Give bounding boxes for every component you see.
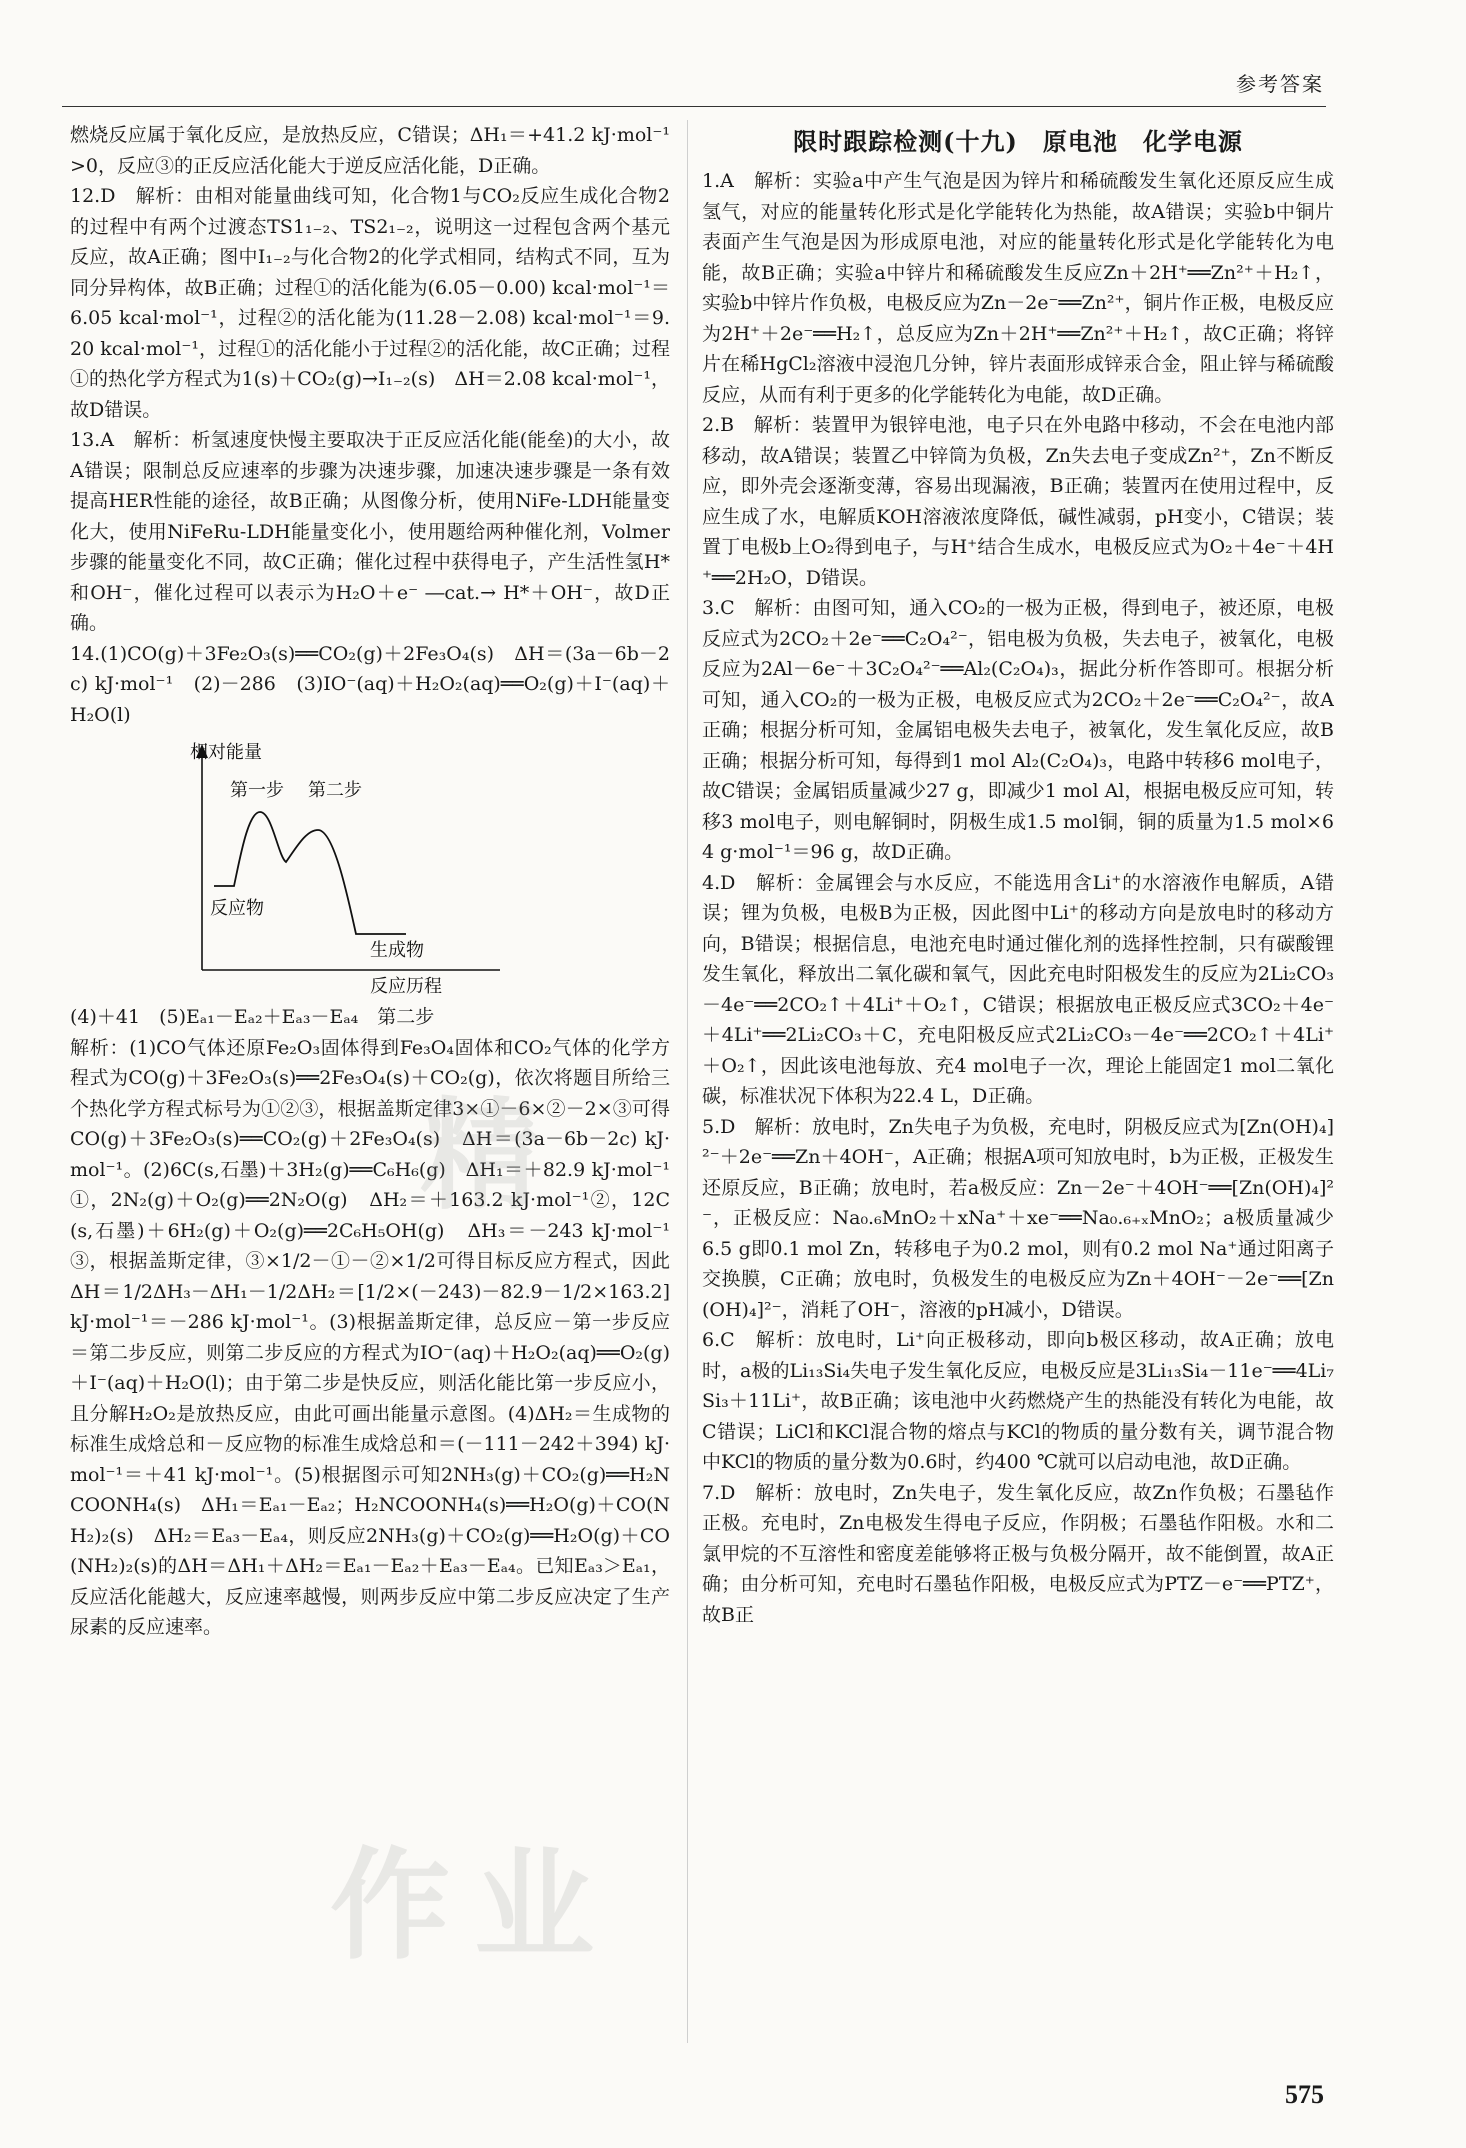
diagram-product-label: 生成物 (370, 940, 424, 961)
diagram-reactant-label: 反应物 (210, 898, 264, 919)
diagram-step1-label: 第一步 (230, 780, 284, 801)
answer-item-4: 4.D 解析：金属锂会与水反应，不能选用含Li⁺的水溶液作电解质，A错误；锂为负极，电极B为正极，因此图中Li⁺的移动方向是放电时的移动方向，B错误；根据信息，电池充电时通过催化剂的选择性控制，只有碳酸锂发生氧化，释放出二氧化碳和氧气，因此充电时阳极发生的反应为2Li₂CO₃－4e⁻══2CO₂↑＋4Li⁺＋O₂↑，C错误；根据放电正极反应式3CO₂＋4e⁻＋4Li⁺══2Li₂CO₃＋C，充电阳极反应式2Li₂CO₃－4e⁻══2CO₂↑＋4Li⁺＋O₂↑，因此该电池每放、充4 mol电子一次，理论上能固定1 mol二氧化碳，标准状况下体积为22.4 L，D正确。 (702, 871, 1334, 1107)
page-number: 575 (1285, 2080, 1324, 2109)
diagram-xlabel: 反应历程 (370, 976, 442, 996)
answer-11-continued: 燃烧反应属于氧化反应，是放热反应，C错误；ΔH₁＝+41.2 kJ·mol⁻¹>0，反应③的正反应活化能大于逆反应活化能，D正确。 (70, 124, 670, 177)
answer-14: 14.(1)CO(g)＋3Fe₂O₃(s)══CO₂(g)＋2Fe₃O₄(s) ΔH＝(3a－6b－2c) kJ·mol⁻¹ (2)－286 (3)IO⁻(aq)＋H₂O₂(aq)══O₂(g)＋I⁻(aq)＋H₂O(l) (70, 642, 670, 726)
watermark-top: 精 (420, 1087, 564, 1226)
diagram-ylabel: 相对能量 (190, 742, 262, 763)
answer-item-1: 1.A 解析：实验a中产生气泡是因为锌片和稀硫酸发生氧化还原反应生成氢气，对应的能量转化形式是化学能转化为热能，故A错误；实验b中铜片表面产生气泡是因为形成原电池，对应的能量转化形式是化学能转化为电能，故B正确；实验a中锌片和稀硫酸发生反应Zn＋2H⁺══Zn²⁺＋H₂↑，实验b中锌片作负极，电极反应为Zn－2e⁻══Zn²⁺，铜片作正极，电极反应为2H⁺＋2e⁻══H₂↑，总反应为Zn＋2H⁺══Zn²⁺＋H₂↑，故C正确；将锌片在稀HgCl₂溶液中浸泡几分钟，锌片表面形成锌汞合金，阻止锌与稀硫酸反应，从而有利于更多的化学能转化为电能，故D正确。 (702, 170, 1334, 406)
answer-14-part45: (4)＋41 (5)Eₐ₁－Eₐ₂＋Eₐ₃－Eₐ₄ 第二步 (70, 1006, 435, 1028)
answer-item-3: 3.C 解析：由图可知，通入CO₂的一极为正极，得到电子，被还原，电极反应式为2CO₂＋2e⁻══C₂O₄²⁻，铝电极为负极，失去电子，被氧化，电极反应为2Al－6e⁻＋3C₂O₄²⁻══Al₂(C₂O₄)₃，据此分析作答即可。根据分析可知，通入CO₂的一极为正极，电极反应式为2CO₂＋2e⁻══C₂O₄²⁻，故A正确；根据分析可知，金属铝电极失去电子，被氧化，发生氧化反应，故B正确；根据分析可知，每得到1 mol Al₂(C₂O₄)₃，电路中转移6 mol电子，故C错误；金属铝质量减少27 g，即减少1 mol Al，根据电极反应可知，转移3 mol电子，则电解铜时，阴极生成1.5 mol铜，铜的质量为1.5 mol×64 g·mol⁻¹＝96 g，故D正确。 (702, 597, 1334, 863)
left-column (70, 120, 670, 2053)
section-title: 限时跟踪检测(十九) 原电池 化学电源 (793, 127, 1243, 156)
answer-13: 13.A 解析：析氢速度快慢主要取决于正反应活化能(能垒)的大小，故A错误；限制总反应速率的步骤为决速步骤，加速决速步骤是一条有效提高HER性能的途径，故B正确；从图像分析，使用NiFe-LDH能量变化大，使用NiFeRu-LDH能量变化小，使用题给两种催化剂，Volmer步骤的能量变化不同，故C正确；催化过程中获得电子，产生活性氢H*和OH⁻，催化过程可以表示为H₂O＋e⁻ ―cat.→ H*＋OH⁻，故D正确。 (70, 429, 670, 634)
column-divider (687, 120, 688, 2043)
page-header: 参考答案 (1236, 72, 1324, 96)
diagram-step2-label: 第二步 (308, 780, 362, 801)
watermark-bottom: 作业 (330, 1837, 618, 1976)
right-column (702, 120, 1334, 2053)
answer-item-7: 7.D 解析：放电时，Zn失电子，发生氧化反应，故Zn作负极；石墨毡作正极。充电时，Zn电极发生得电子反应，作阴极；石墨毡作阳极。水和二氯甲烷的不互溶性和密度差能够将正极与负极分隔开，故不能倒置，故A正确；由分析可知，充电时石墨毡作阳极，电极反应式为PTZ－e⁻══PTZ⁺，故B正 (702, 1481, 1334, 1626)
energy-diagram (130, 738, 530, 996)
answer-item-5: 5.D 解析：放电时，Zn失电子为负极，充电时，阴极反应式为[Zn(OH)₄]²⁻＋2e⁻══Zn＋4OH⁻，A正确；根据A项可知放电时，b为正极，正极发生还原反应，B正确；放电时，若a极反应：Zn－2e⁻＋4OH⁻══[Zn(OH)₄]²⁻，正极反应：Na₀.₆MnO₂＋xNa⁺＋xe⁻══Na₀.₆₊ₓMnO₂；a极质量减少6.5 g即0.1 mol Zn，转移电子为0.2 mol，则有0.2 mol Na⁺通过阳离子交换膜，C正确；放电时，负极发生的电极反应为Zn＋4OH⁻－2e⁻══[Zn(OH)₄]²⁻，消耗了OH⁻，溶液的pH减小，D错误。 (702, 1115, 1334, 1321)
answer-item-2: 2.B 解析：装置甲为银锌电池，电子只在外电路中移动，不会在电池内部移动，故A错误；装置乙中锌筒为负极，Zn失去电子变成Zn²⁺，Zn不断反应，即外壳会逐渐变薄，容易出现漏液，B正确；装置丙在使用过程中，反应生成了水，电解质KOH溶液浓度降低，碱性减弱，pH变小，C错误；装置丁电极b上O₂得到电子，与H⁺结合生成水，电极反应式为O₂＋4e⁻＋4H⁺══2H₂O，D错误。 (702, 414, 1334, 589)
answer-14-analysis: 解析：(1)CO气体还原Fe₂O₃固体得到Fe₃O₄固体和CO₂气体的化学方程式为CO(g)＋3Fe₂O₃(s)══2Fe₃O₄(s)＋CO₂(g)，依次将题目所给三个热化学方程式标号为①②③，根据盖斯定律3×①－6×②－2×③可得CO(g)＋3Fe₂O₃(s)══CO₂(g)＋2Fe₃O₄(s) ΔH＝(3a－6b－2c) kJ·mol⁻¹。(2)6C(s,石墨)＋3H₂(g)══C₆H₆(g) ΔH₁＝＋82.9 kJ·mol⁻¹①，2N₂(g)＋O₂(g)══2N₂O(g) ΔH₂＝＋163.2 kJ·mol⁻¹②，12C(s,石墨)＋6H₂(g)＋O₂(g)══2C₆H₅OH(g) ΔH₃＝－243 kJ·mol⁻¹③，根据盖斯定律，③×1/2－①－②×1/2可得目标反应方程式，因此ΔH＝1/2ΔH₃－ΔH₁－1/2ΔH₂＝[1/2×(－243)－82.9－1/2×163.2] kJ·mol⁻¹＝－286 kJ·mol⁻¹。(3)根据盖斯定律，总反应－第一步反应＝第二步反应，则第二步反应的方程式为IO⁻(aq)＋H₂O₂(aq)══O₂(g)＋I⁻(aq)＋H₂O(l)；由于第二步是快反应，则活化能比第一步反应小，且分解H₂O₂是放热反应，由此可画出能量示意图。(4)ΔH₂＝生成物的标准生成焓总和－反应物的标准生成焓总和＝(－111－242＋394) kJ·mol⁻¹＝＋41 kJ·mol⁻¹。(5)根据图示可知2NH₃(g)＋CO₂(g)══H₂NCOONH₄(s) ΔH₁＝Eₐ₁－Eₐ₂；H₂NCOONH₄(s)══H₂O(g)＋CO(NH₂)₂(s) ΔH₂＝Eₐ₃－Eₐ₄，则反应2NH₃(g)＋CO₂(g)══H₂O(g)＋CO(NH₂)₂(s)的ΔH＝ΔH₁＋ΔH₂＝Eₐ₁－Eₐ₂＋Eₐ₃－Eₐ₄。已知Eₐ₃＞Eₐ₁，反应活化能越大，反应速率越慢，则两步反应中第二步反应决定了生产尿素的反应速率。 (70, 1036, 670, 1638)
answer-12: 12.D 解析：由相对能量曲线可知，化合物1与CO₂反应生成化合物2的过程中有两个过渡态TS1₁₋₂、TS2₁₋₂，说明这一过程包含两个基元反应，故A正确；图中I₁₋₂与化合物2的化学式相同，结构式不同，互为同分异构体，故B正确；过程①的活化能为(6.05－0.00) kcal·mol⁻¹＝6.05 kcal·mol⁻¹，过程②的活化能为(11.28－2.08) kcal·mol⁻¹＝9.20 kcal·mol⁻¹，过程①的活化能小于过程②的活化能，故C正确；过程①的热化学方程式为1(s)＋CO₂(g)→I₁₋₂(s) ΔH＝2.08 kcal·mol⁻¹，故D错误。 (70, 185, 670, 421)
answer-item-6: 6.C 解析：放电时，Li⁺向正极移动，即向b极区移动，故A正确；放电时，a极的Li₁₃Si₄失电子发生氧化反应，电极反应是3Li₁₃Si₄－11e⁻══4Li₇Si₃＋11Li⁺，故B正确；该电池中火药燃烧产生的热能没有转化为电能，故C错误；LiCl和KCl混合物的熔点与KCl的物质的量分数有关，调节混合物中KCl的物质的量分数为0.6时，约400 ℃就可以启动电池，故D正确。 (702, 1329, 1334, 1473)
header-rule (62, 106, 1326, 107)
